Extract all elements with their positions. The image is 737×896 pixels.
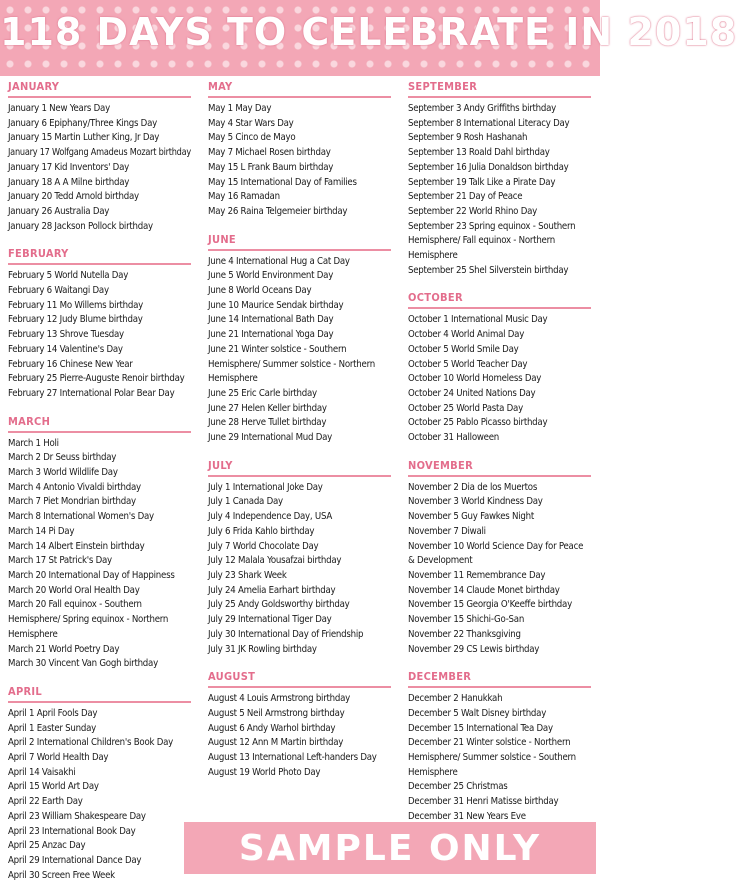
event-entry: November 22 Thanksgiving — [408, 628, 521, 640]
event-entry: March 4 Antonio Vivaldi birthday — [8, 481, 141, 493]
event-list — [408, 692, 591, 824]
month-section-august — [208, 670, 391, 780]
event-list — [408, 313, 591, 445]
month-section-november — [408, 459, 591, 657]
event-entry: July 7 World Chocolate Day — [208, 540, 319, 552]
column-1 — [8, 80, 191, 896]
event-entry: September 8 International Literacy Day — [408, 117, 570, 129]
event-entry: May 1 May Day — [208, 103, 272, 114]
event-entry: May 26 Raina Telgemeier birthday — [208, 205, 348, 217]
event-entry: October 5 World Smile Day — [408, 343, 519, 355]
event-entry: April 22 Earth Day — [8, 796, 83, 808]
event-entry: April 1 April Fools Day — [8, 707, 98, 719]
event-entry: August 13 International Left-handers Day — [208, 752, 377, 764]
event-entry: July 4 Independence Day, USA — [208, 511, 333, 523]
event-list — [208, 102, 391, 220]
event-entry: October 10 World Homeless Day — [408, 373, 542, 385]
month-section-may — [208, 80, 391, 220]
event-entry: March 30 Vincent Van Gogh birthday — [8, 658, 158, 670]
event-list — [8, 707, 191, 883]
event-list — [208, 481, 391, 657]
event-entry: March 14 Albert Einstein birthday — [8, 540, 145, 552]
event-entry: November 14 Claude Monet birthday — [408, 584, 560, 596]
month-section-june — [208, 233, 391, 446]
event-entry: October 5 World Teacher Day — [408, 358, 528, 370]
event-entry: September 21 Day of Peace — [408, 191, 523, 203]
event-entry: June 21 International Yoga Day — [208, 329, 334, 341]
watermark-text: SAMPLE ONLY — [238, 827, 542, 869]
event-entry: April 23 William Shakespeare Day — [8, 810, 146, 822]
event-entry: September 13 Roald Dahl birthday — [408, 147, 550, 159]
event-entry: October 25 Pablo Picasso birthday — [408, 417, 548, 429]
event-entry: January 28 Jackson Pollock birthday — [8, 220, 153, 232]
event-entry: November 5 Guy Fawkes Night — [408, 511, 534, 523]
event-entry: May 7 Michael Rosen birthday — [208, 147, 331, 159]
event-entry: March 3 World Wildlife Day — [8, 467, 118, 479]
event-list — [408, 102, 591, 278]
event-entry: March 20 International Day of Happiness — [8, 569, 175, 581]
event-entry: January 17 Kid Inventors' Day — [8, 161, 129, 173]
event-entry: February 12 Judy Blume birthday — [8, 314, 143, 326]
event-entry: March 21 World Poetry Day — [8, 643, 120, 655]
month-section-march — [8, 415, 191, 672]
month-heading: JUNE — [208, 233, 391, 251]
event-entry: June 10 Maurice Sendak birthday — [208, 299, 344, 311]
event-entry: October 4 World Animal Day — [408, 329, 525, 341]
month-section-july — [208, 459, 391, 657]
event-entry: April 1 Easter Sunday — [8, 722, 96, 734]
month-section-september — [408, 80, 591, 278]
event-entry: June 28 Herve Tullet birthday — [208, 417, 327, 429]
month-heading: MAY — [208, 80, 391, 98]
event-entry: June 8 World Oceans Day — [208, 285, 312, 297]
event-entry: November 10 World Science Day for Peace & Development — [408, 540, 584, 567]
month-heading: APRIL — [8, 685, 191, 703]
event-entry: March 14 Pi Day — [8, 525, 75, 537]
month-section-october — [408, 291, 591, 445]
event-entry: May 16 Ramadan — [208, 191, 280, 203]
title-banner — [0, 0, 737, 76]
event-entry: September 22 World Rhino Day — [408, 205, 537, 217]
month-section-february — [8, 247, 191, 401]
event-entry: April 2 International Children's Book Day — [8, 737, 174, 749]
month-heading: DECEMBER — [408, 670, 591, 688]
event-entry: August 6 Andy Warhol birthday — [208, 722, 336, 734]
event-entry: December 31 Henri Matisse birthday — [408, 796, 559, 808]
event-entry: April 29 International Dance Day — [8, 854, 142, 866]
event-entry: March 1 Holi — [8, 437, 59, 449]
event-entry: July 29 International Tiger Day — [208, 614, 332, 626]
event-entry: January 20 Tedd Arnold birthday — [8, 191, 139, 203]
event-entry: September 16 Julia Donaldson birthday — [408, 161, 569, 173]
event-entry: February 5 World Nutella Day — [8, 270, 129, 282]
month-section-january — [8, 80, 191, 234]
month-heading: AUGUST — [208, 670, 391, 688]
event-entry: September 23 Spring equinox - Southern Hemisphere/ Fall equinox - Northern Hemisphere — [408, 220, 576, 262]
month-heading: OCTOBER — [408, 291, 591, 309]
event-entry: November 15 Georgia O'Keeffe birthday — [408, 599, 572, 611]
event-entry: February 13 Shrove Tuesday — [8, 329, 124, 341]
event-entry: July 24 Amelia Earhart birthday — [208, 584, 336, 596]
event-entry: July 1 Canada Day — [208, 496, 283, 508]
event-entry: April 23 International Book Day — [8, 825, 136, 837]
event-entry: December 5 Walt Disney birthday — [408, 707, 547, 719]
column-3 — [408, 80, 591, 838]
event-entry: July 25 Andy Goldsworthy birthday — [208, 599, 350, 611]
event-entry: August 4 Louis Armstrong birthday — [208, 693, 350, 705]
month-heading: JULY — [208, 459, 391, 477]
event-entry: September 9 Rosh Hashanah — [408, 132, 528, 144]
event-entry: December 15 International Tea Day — [408, 722, 553, 734]
event-entry: July 31 JK Rowling birthday — [208, 643, 317, 655]
month-section-april — [8, 685, 191, 883]
event-list — [8, 102, 191, 234]
event-entry: July 12 Malala Yousafzai birthday — [208, 555, 342, 567]
event-entry: June 21 Winter solstice - Southern Hemisphere/ Summer solstice - Northern Hemisphere — [208, 343, 375, 385]
event-entry: February 25 Pierre-Auguste Renoir birthday — [8, 373, 185, 385]
event-entry: October 25 World Pasta Day — [408, 402, 523, 414]
event-entry: July 1 International Joke Day — [208, 481, 323, 493]
event-entry: January 17 Wolfgang Amadeus Mozart birthday — [8, 147, 192, 159]
month-heading: MARCH — [8, 415, 191, 433]
event-entry: November 11 Remembrance Day — [408, 569, 546, 581]
event-entry: November 2 Dia de los Muertos — [408, 481, 538, 493]
event-entry: June 29 International Mud Day — [208, 432, 332, 444]
event-list — [8, 269, 191, 401]
event-entry: January 15 Martin Luther King, Jr Day — [8, 132, 160, 144]
month-heading: NOVEMBER — [408, 459, 591, 477]
event-entry: May 5 Cinco de Mayo — [208, 132, 296, 144]
event-entry: October 24 United Nations Day — [408, 387, 536, 399]
event-entry: July 23 Shark Week — [208, 569, 287, 581]
page-title: 118 DAYS TO CELEBRATE IN 2018 — [0, 10, 737, 54]
event-entry: June 14 International Bath Day — [208, 314, 334, 326]
event-entry: February 6 Waitangi Day — [8, 285, 109, 297]
event-entry: June 4 International Hug a Cat Day — [208, 255, 350, 267]
event-entry: April 30 Screen Free Week — [8, 869, 115, 881]
month-heading: JANUARY — [8, 80, 191, 98]
event-list — [8, 437, 191, 672]
event-entry: August 19 World Photo Day — [208, 766, 321, 778]
event-entry: February 27 International Polar Bear Day — [8, 387, 175, 399]
event-entry: March 2 Dr Seuss birthday — [8, 452, 117, 464]
event-entry: May 4 Star Wars Day — [208, 117, 294, 129]
event-list — [208, 255, 391, 446]
month-section-december — [408, 670, 591, 824]
event-entry: November 29 CS Lewis birthday — [408, 643, 540, 655]
month-heading: FEBRUARY — [8, 247, 191, 265]
event-entry: February 14 Valentine's Day — [8, 343, 123, 355]
event-entry: June 25 Eric Carle birthday — [208, 387, 317, 399]
event-entry: July 6 Frida Kahlo birthday — [208, 525, 315, 537]
month-heading: SEPTEMBER — [408, 80, 591, 98]
event-entry: April 7 World Health Day — [8, 752, 109, 764]
event-entry: August 12 Ann M Martin birthday — [208, 737, 344, 749]
event-entry: November 3 World Kindness Day — [408, 496, 543, 508]
event-entry: June 27 Helen Keller birthday — [208, 402, 327, 414]
event-entry: December 21 Winter solstice - Northern Hemisphere/ Summer solstice - Southern Hemisphere — [408, 737, 576, 778]
event-entry: March 20 Fall equinox - Southern Hemisphere/ Spring equinox - Northern Hemisphere — [8, 599, 169, 640]
event-entry: November 15 Shichi-Go-San — [408, 614, 525, 626]
event-entry: December 31 New Years Eve — [408, 810, 526, 822]
event-entry: September 3 Andy Griffiths birthday — [408, 103, 556, 114]
event-entry: January 1 New Years Day — [8, 103, 110, 114]
event-list — [408, 481, 591, 657]
event-entry: January 26 Australia Day — [8, 205, 110, 217]
event-entry: September 19 Talk Like a Pirate Day — [408, 176, 556, 188]
event-entry: February 16 Chinese New Year — [8, 358, 133, 370]
event-entry: July 30 International Day of Friendship — [208, 628, 364, 640]
event-entry: October 1 International Music Day — [408, 314, 548, 326]
event-entry: March 17 St Patrick's Day — [8, 555, 112, 567]
event-entry: April 14 Vaisakhi — [8, 766, 76, 778]
event-entry: January 6 Epiphany/Three Kings Day — [8, 117, 157, 129]
event-entry: May 15 International Day of Families — [208, 176, 357, 188]
sample-watermark — [184, 822, 596, 874]
event-entry: December 2 Hanukkah — [408, 693, 503, 705]
event-entry: March 7 Piet Mondrian birthday — [8, 496, 136, 508]
event-entry: January 18 A A Milne birthday — [8, 176, 130, 188]
event-entry: February 11 Mo Willems birthday — [8, 299, 144, 311]
event-list — [208, 692, 391, 780]
event-entry: August 5 Neil Armstrong birthday — [208, 707, 345, 719]
event-entry: October 31 Halloween — [408, 432, 500, 444]
event-entry: September 25 Shel Silverstein birthday — [408, 264, 569, 276]
event-entry: May 15 L Frank Baum birthday — [208, 161, 334, 173]
event-entry: March 20 World Oral Health Day — [8, 584, 140, 596]
column-2 — [208, 80, 391, 793]
event-entry: June 5 World Environment Day — [208, 270, 334, 282]
event-entry: November 7 Diwali — [408, 525, 486, 537]
event-entry: April 25 Anzac Day — [8, 840, 86, 852]
event-entry: April 15 World Art Day — [8, 781, 99, 793]
event-entry: March 8 International Women's Day — [8, 511, 154, 523]
event-entry: December 25 Christmas — [408, 781, 508, 793]
